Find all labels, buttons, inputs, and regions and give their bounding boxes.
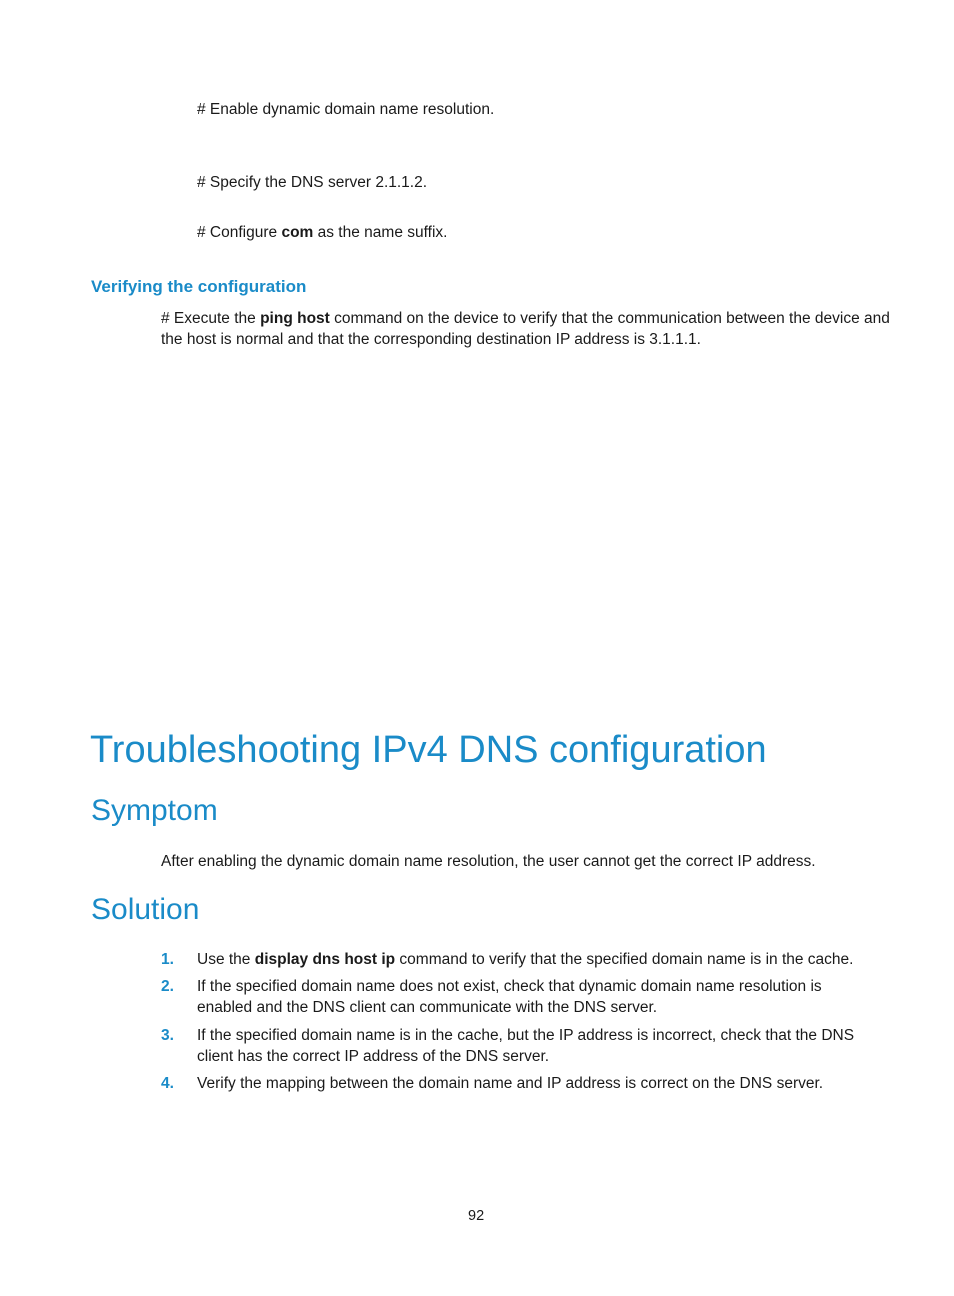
verify-heading: Verifying the configuration <box>91 277 307 296</box>
step-enable-dynamic: # Enable dynamic domain name resolution. <box>197 101 495 118</box>
solution-heading: Solution <box>91 893 200 926</box>
page-title: Troubleshooting IPv4 DNS configuration <box>90 729 767 771</box>
configure-post: as the name suffix. <box>313 224 448 241</box>
list-item-number: 1. <box>161 951 174 968</box>
list-item: If the specified domain name is in the cache, but the IP address is incorrect, check that the DNS <box>197 1027 855 1044</box>
verify-line1-cmd: ping host <box>260 310 330 327</box>
verify-line2: the host is normal and that the corresponding destination IP address is 3.1.1.1. <box>161 331 701 348</box>
configure-pre: # Configure <box>197 224 282 241</box>
list-item-continued: enabled and the DNS client can communicate with the DNS server. <box>197 999 658 1016</box>
item1-pre: Use the <box>197 951 255 968</box>
list-item-number: 2. <box>161 978 174 995</box>
step-configure-suffix <box>197 222 447 243</box>
verify-line1-pre: # Execute the <box>161 310 261 327</box>
page-number: 92 <box>468 1208 485 1224</box>
symptom-text: After enabling the dynamic domain name resolution, the user cannot get the correct IP address. <box>161 853 816 870</box>
verify-line1-post: command on the device to verify that the communication between the device and <box>329 310 890 327</box>
list-item <box>197 949 853 970</box>
list-item-number: 4. <box>161 1075 174 1092</box>
list-item: Verify the mapping between the domain name and IP address is correct on the DNS server. <box>197 1075 824 1092</box>
verify-line1 <box>161 308 890 329</box>
step-specify-dns: # Specify the DNS server 2.1.1.2. <box>197 174 428 191</box>
item1-post: command to verify that the specified domain name is in the cache. <box>395 951 854 968</box>
symptom-heading: Symptom <box>91 794 218 827</box>
list-item-continued: client has the correct IP address of the DNS server. <box>197 1048 550 1065</box>
list-item-number: 3. <box>161 1027 174 1044</box>
item1-cmd: display dns host ip <box>254 951 396 968</box>
configure-cmd: com <box>281 224 314 241</box>
list-item: If the specified domain name does not exist, check that dynamic domain name resolution is <box>197 978 822 995</box>
